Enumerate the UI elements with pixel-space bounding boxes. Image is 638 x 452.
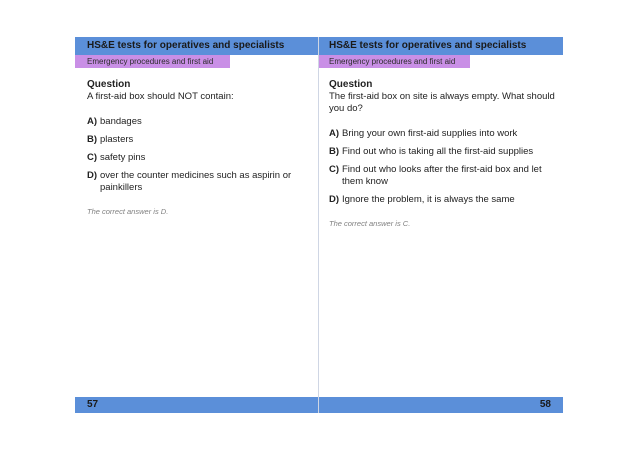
left-question-block xyxy=(87,79,313,218)
answer-text: Find out who is taking all the first-aid supplies xyxy=(342,146,534,157)
right-answer-d xyxy=(329,194,557,206)
right-section-tab: Emergency procedures and first aid xyxy=(319,55,470,68)
answer-letter: C) xyxy=(87,152,98,163)
left-question-text: A first-aid box should NOT contain: xyxy=(87,91,234,102)
answer-letter: B) xyxy=(329,146,340,157)
right-question-heading: Question xyxy=(329,79,373,90)
right-answer-b xyxy=(329,146,557,158)
left-section-tab: Emergency procedures and first aid xyxy=(75,55,230,68)
answer-letter: D) xyxy=(329,194,340,205)
left-question-heading: Question xyxy=(87,79,131,90)
answer-letter: B) xyxy=(87,134,98,145)
book-spread xyxy=(75,37,563,413)
right-correct-answer: The correct answer is C. xyxy=(329,219,411,228)
answer-text: Ignore the problem, it is always the same xyxy=(342,194,515,205)
answer-letter: D) xyxy=(87,170,98,181)
left-answer-c xyxy=(87,152,313,164)
left-answer-b xyxy=(87,134,313,146)
left-answer-d xyxy=(87,170,313,194)
right-header-bar: HS&E tests for operatives and specialists xyxy=(319,37,563,55)
left-answer-list xyxy=(87,116,313,194)
answer-letter: A) xyxy=(329,128,340,139)
answer-text: over the counter medicines such as aspirin or painkillers xyxy=(100,170,292,193)
left-correct-answer: The correct answer is D. xyxy=(87,207,169,216)
answer-letter: C) xyxy=(329,164,340,175)
right-answer-list xyxy=(329,128,557,206)
right-question-block xyxy=(329,79,557,230)
answer-text: safety pins xyxy=(100,152,146,163)
left-footer-bar xyxy=(75,397,319,413)
right-answer-a xyxy=(329,128,557,140)
answer-text: plasters xyxy=(100,134,134,145)
right-question-text: The first-aid box on site is always empty. What should you do? xyxy=(329,91,555,114)
right-page-number: 58 xyxy=(539,399,551,410)
answer-letter: A) xyxy=(87,116,98,127)
answer-text: bandages xyxy=(100,116,142,127)
left-answer-a xyxy=(87,116,313,128)
answer-text: Find out who looks after the first-aid box and let them know xyxy=(342,164,542,187)
left-page-number: 57 xyxy=(87,399,99,410)
left-page xyxy=(75,37,319,413)
left-header-bar: HS&E tests for operatives and specialists xyxy=(75,37,319,55)
answer-text: Bring your own first-aid supplies into work xyxy=(342,128,518,139)
right-page xyxy=(319,37,563,413)
right-answer-c xyxy=(329,164,557,188)
right-footer-bar xyxy=(319,397,563,413)
